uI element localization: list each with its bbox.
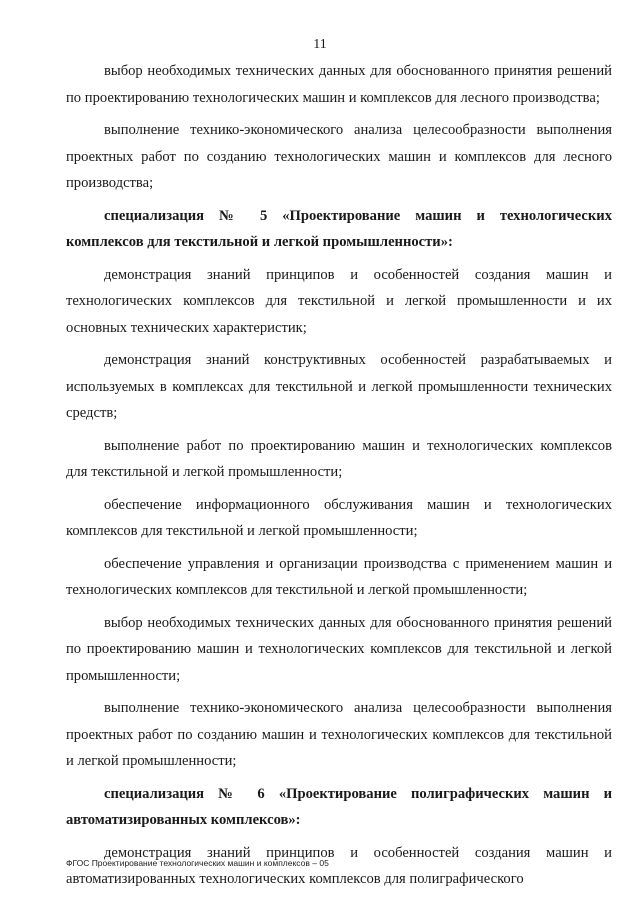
document-footer: ФГОС Проектирование технологических машин и комплексов – 05 — [66, 858, 329, 868]
paragraph: обеспечение информационного обслуживания машин и технологических комплексов для текстильной и легкой промышленности; — [66, 496, 612, 539]
specialization-heading: специализация № 6 «Проектирование полиграфических машин и автоматизированных комплексов»: — [66, 785, 612, 828]
paragraph: выбор необходимых технических данных для обоснованного принятия решений по проектированию технологических машин и комплексов для лесного производства; — [66, 63, 612, 106]
paragraph: выбор необходимых технических данных для обоснованного принятия решений по проектированию машин и технологических комплексов для текстильной и легкой промышленности; — [66, 614, 612, 684]
paragraph: демонстрация знаний принципов и особенностей создания машин и автоматизированных технологических комплексов для полиграфического — [66, 844, 612, 887]
page-number: 11 — [313, 37, 327, 52]
paragraph: демонстрация знаний принципов и особенностей создания машин и технологических комплексов для текстильной и легкой промышленности и их основных технических характеристик; — [66, 266, 612, 336]
document-body — [66, 58, 612, 899]
paragraph: выполнение работ по проектированию машин и технологических комплексов для текстильной и легкой промышленности; — [66, 437, 612, 480]
specialization-heading: специализация № 5 «Проектирование машин и технологических комплексов для текстильной и легкой промышленности»: — [66, 207, 612, 250]
paragraph: обеспечение управления и организации производства с применением машин и технологических комплексов для текстильной и легкой промышленности; — [66, 555, 612, 598]
paragraph: выполнение технико-экономического анализа целесообразности выполнения проектных работ по созданию машин и технологических комплексов для текстильной и легкой промышленности; — [66, 700, 612, 769]
paragraph: выполнение технико-экономического анализа целесообразности выполнения проектных работ по созданию технологических машин и комплексов для лесного производства; — [66, 122, 612, 191]
paragraph: демонстрация знаний конструктивных особенностей разрабатываемых и используемых в комплексах для текстильной и легкой промышленности технических средств; — [66, 352, 612, 421]
